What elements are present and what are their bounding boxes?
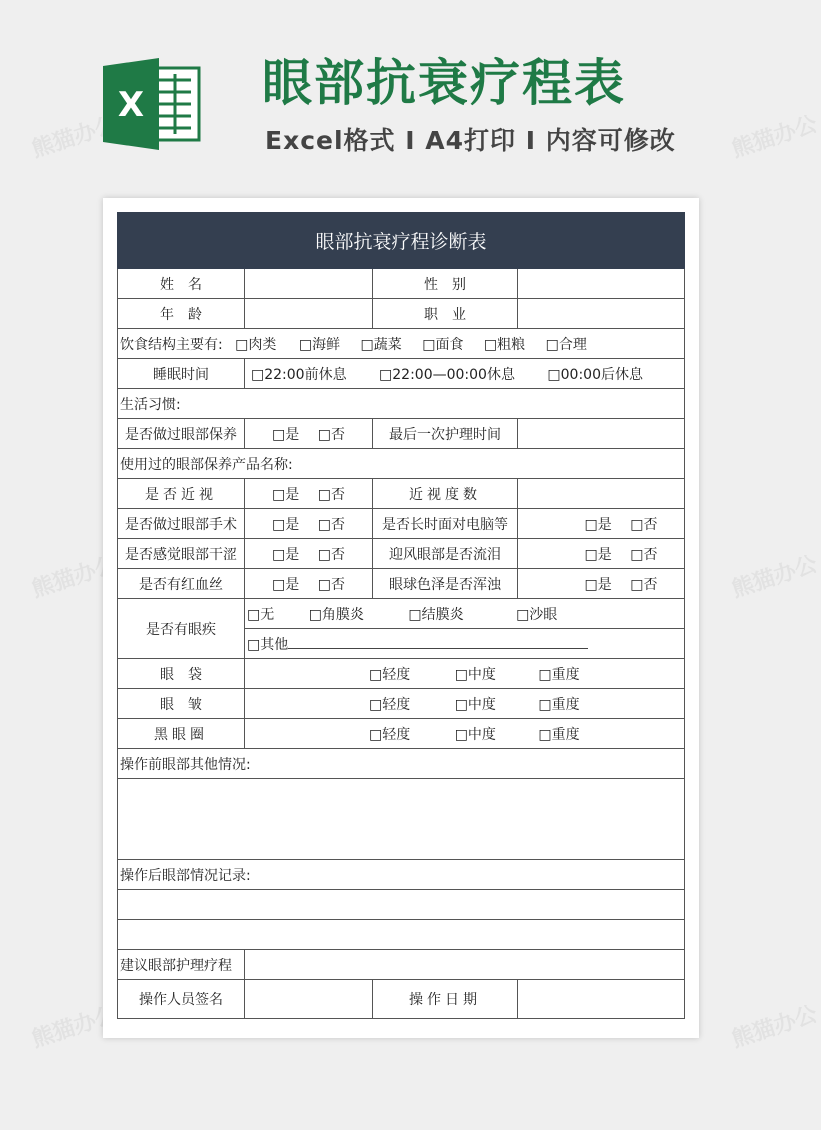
diet-label: 饮食结构主要有:	[120, 336, 223, 353]
turbid-label: 眼球色泽是否浑浊	[373, 569, 518, 599]
watermark: 熊猫办公	[28, 551, 121, 603]
pre-op-label: 操作前眼部其他情况:	[118, 749, 685, 779]
dark-circles-severe[interactable]: □重度	[538, 726, 580, 743]
table-row	[118, 479, 685, 509]
table-row	[118, 599, 685, 629]
sleep-option-early[interactable]: □22:00前休息	[251, 366, 347, 383]
bloodshot-no[interactable]: □否	[317, 576, 345, 593]
tear-no[interactable]: □否	[630, 546, 658, 563]
tear-yes[interactable]: □是	[584, 546, 612, 563]
disease-option-keratitis[interactable]: □角膜炎	[308, 606, 364, 623]
table-row	[118, 980, 685, 1019]
table-row	[118, 950, 685, 980]
operator-label: 操作人员签名	[118, 980, 245, 1019]
turbid-yes[interactable]: □是	[584, 576, 612, 593]
computer-label: 是否长时面对电脑等	[373, 509, 518, 539]
dark-circles-moderate[interactable]: □中度	[454, 726, 496, 743]
disease-option-none[interactable]: □无	[247, 606, 275, 623]
table-row	[118, 419, 685, 449]
disease-option-trachoma[interactable]: □沙眼	[516, 606, 558, 623]
table-row	[118, 329, 685, 359]
dry-label: 是否感觉眼部干涩	[118, 539, 245, 569]
table-row	[118, 890, 685, 920]
sleep-option-late[interactable]: □00:00后休息	[547, 366, 643, 383]
table-row	[118, 920, 685, 950]
post-op-field-1[interactable]	[118, 890, 685, 920]
dark-circles-mild[interactable]: □轻度	[369, 726, 411, 743]
bags-mild[interactable]: □轻度	[369, 666, 411, 683]
disease-option-conjunctivitis[interactable]: □结膜炎	[408, 606, 464, 623]
bloodshot-label: 是否有红血丝	[118, 569, 245, 599]
table-row	[118, 539, 685, 569]
job-field[interactable]	[518, 299, 685, 329]
sleep-label: 睡眠时间	[118, 359, 245, 389]
operator-field[interactable]	[245, 980, 373, 1019]
tear-label: 迎风眼部是否流泪	[373, 539, 518, 569]
table-row	[118, 779, 685, 860]
wrinkles-moderate[interactable]: □中度	[454, 696, 496, 713]
diet-option-seafood[interactable]: □海鲜	[298, 336, 341, 353]
logo-letter: X	[117, 85, 145, 125]
watermark: 熊猫办公	[728, 551, 821, 603]
diagnosis-form-table	[117, 212, 685, 1019]
other-underline[interactable]	[288, 636, 588, 649]
table-row	[118, 299, 685, 329]
eye-care-yes[interactable]: □是	[272, 426, 300, 443]
name-label: 姓 名	[118, 269, 245, 299]
habits-label[interactable]: 生活习惯:	[118, 389, 685, 419]
watermark: 熊猫办公	[728, 111, 821, 163]
last-care-label: 最后一次护理时间	[373, 419, 518, 449]
form-title: 眼部抗衰疗程诊断表	[118, 213, 685, 269]
bags-label: 眼 袋	[118, 659, 245, 689]
job-label: 职 业	[373, 299, 518, 329]
bags-severe[interactable]: □重度	[538, 666, 580, 683]
dark-circles-label: 黑眼圈	[118, 719, 245, 749]
eye-care-label: 是否做过眼部保养	[118, 419, 245, 449]
name-field[interactable]	[245, 269, 373, 299]
bags-moderate[interactable]: □中度	[454, 666, 496, 683]
surgery-label: 是否做过眼部手术	[118, 509, 245, 539]
wrinkles-label: 眼 皱	[118, 689, 245, 719]
table-row	[118, 569, 685, 599]
page-title: 眼部抗衰疗程表	[262, 54, 626, 112]
myopia-label: 是否近视	[118, 479, 245, 509]
diet-option-meat[interactable]: □肉类	[235, 336, 277, 353]
myopia-degree-field[interactable]	[518, 479, 685, 509]
op-date-field[interactable]	[518, 980, 685, 1019]
wrinkles-severe[interactable]: □重度	[538, 696, 580, 713]
myopia-degree-label: 近视度数	[373, 479, 518, 509]
post-op-field-2[interactable]	[118, 920, 685, 950]
table-row	[118, 359, 685, 389]
sleep-option-mid[interactable]: □22:00—00:00休息	[379, 366, 515, 383]
turbid-no[interactable]: □否	[630, 576, 658, 593]
watermark: 熊猫办公	[28, 1001, 121, 1053]
watermark: 熊猫办公	[728, 1001, 821, 1053]
diet-row	[118, 329, 685, 359]
disease-option-other[interactable]: □其他	[247, 636, 289, 653]
dry-yes[interactable]: □是	[272, 546, 300, 563]
table-row	[118, 719, 685, 749]
excel-logo-icon	[103, 58, 201, 150]
table-row	[118, 509, 685, 539]
products-label[interactable]: 使用过的眼部保养产品名称:	[118, 449, 685, 479]
table-row	[118, 389, 685, 419]
table-row	[118, 689, 685, 719]
last-care-field[interactable]	[518, 419, 685, 449]
diet-option-balanced[interactable]: □合理	[545, 336, 587, 353]
post-op-label: 操作后眼部情况记录:	[118, 860, 685, 890]
table-row	[118, 449, 685, 479]
pre-op-field[interactable]	[118, 779, 685, 860]
myopia-yes[interactable]: □是	[272, 486, 300, 503]
age-field[interactable]	[245, 299, 373, 329]
myopia-no[interactable]: □否	[317, 486, 345, 503]
gender-field[interactable]	[518, 269, 685, 299]
computer-yes[interactable]: □是	[584, 516, 612, 533]
surgery-yes[interactable]: □是	[272, 516, 300, 533]
eye-care-no[interactable]: □否	[317, 426, 345, 443]
page-subtitle: Excel格式 I A4打印 I 内容可修改	[265, 126, 676, 155]
op-date-label: 操作日期	[373, 980, 518, 1019]
suggest-label: 建议眼部护理疗程	[118, 950, 245, 980]
diet-option-grain[interactable]: □粗粮	[483, 336, 526, 353]
suggest-field[interactable]	[245, 950, 685, 980]
table-row	[118, 860, 685, 890]
age-label: 年 龄	[118, 299, 245, 329]
computer-no[interactable]: □否	[630, 516, 658, 533]
table-row	[118, 659, 685, 689]
wrinkles-mild[interactable]: □轻度	[369, 696, 411, 713]
surgery-no[interactable]: □否	[317, 516, 345, 533]
disease-label: 是否有眼疾	[118, 599, 245, 659]
diet-option-vegetable[interactable]: □蔬菜	[360, 336, 402, 353]
table-row	[118, 269, 685, 299]
table-row	[118, 749, 685, 779]
gender-label: 性 别	[373, 269, 518, 299]
dry-no[interactable]: □否	[317, 546, 345, 563]
diet-option-noodle[interactable]: □面食	[422, 336, 464, 353]
watermark: 熊猫办公	[28, 111, 121, 163]
bloodshot-yes[interactable]: □是	[272, 576, 300, 593]
